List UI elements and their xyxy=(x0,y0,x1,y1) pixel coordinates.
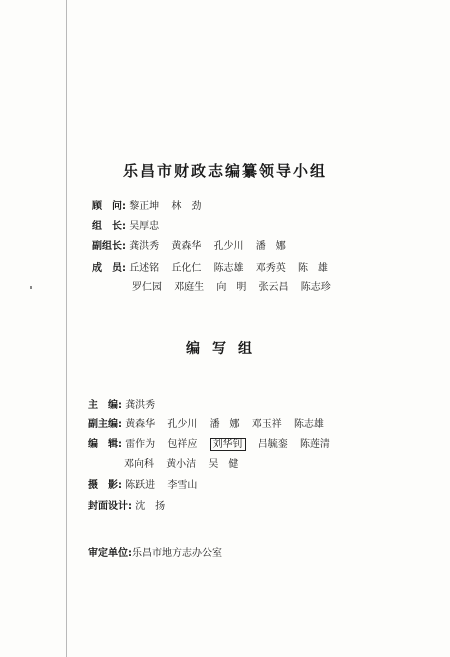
row-label: 摄 影: xyxy=(88,480,122,491)
person-name: 陈莲清 xyxy=(299,439,330,450)
person-name: 吴厚忠 xyxy=(129,221,160,232)
person-name: 龚洪秀 xyxy=(129,241,160,252)
person-name: 陈跃进 xyxy=(125,480,156,491)
person-name: 吴 健 xyxy=(208,459,239,470)
row-label: 成 员: xyxy=(92,263,126,274)
person-name: 丘述铭 xyxy=(129,263,160,274)
row-label: 顾 问: xyxy=(92,201,126,212)
editorial-row-cover-design xyxy=(88,501,174,513)
person-name: 龚洪秀 xyxy=(125,400,156,411)
row-label: 副组长: xyxy=(92,241,126,252)
editorial-row-photography xyxy=(88,480,206,492)
person-name: 雷作为 xyxy=(125,439,156,450)
scan-speck xyxy=(30,286,32,289)
page-spine-line xyxy=(66,0,67,657)
leadership-row-members xyxy=(92,263,337,275)
leadership-row-deputy xyxy=(92,241,295,253)
person-name: 陈志珍 xyxy=(300,282,331,293)
row-label: 组 长: xyxy=(92,221,126,232)
person-name: 邓向科 xyxy=(124,459,154,470)
person-name: 陈志雄 xyxy=(293,419,324,430)
leadership-row-members-continued xyxy=(132,282,340,294)
person-name: 丘化仁 xyxy=(171,263,202,274)
person-name: 包祥应 xyxy=(167,439,198,450)
row-label: 副主编: xyxy=(88,419,122,430)
person-name: 沈 扬 xyxy=(135,501,166,512)
person-name: 黄小洁 xyxy=(166,459,197,470)
person-name: 张云昌 xyxy=(258,282,289,293)
row-label: 主 编: xyxy=(88,400,122,411)
person-name: 潘 娜 xyxy=(209,419,240,430)
person-name: 孔少川 xyxy=(167,419,198,430)
leadership-row-advisor xyxy=(92,201,210,213)
person-name: 邓庭生 xyxy=(174,282,205,293)
person-name: 向 明 xyxy=(216,282,247,293)
person-name: 孔少川 xyxy=(213,241,244,252)
row-label: 编 辑: xyxy=(88,439,122,450)
editorial-row-editors xyxy=(88,439,339,451)
editorial-row-chief-editor xyxy=(88,400,164,412)
person-name: 吕毓銮 xyxy=(257,439,288,450)
person-name: 陈志雄 xyxy=(213,263,244,274)
approval-label: 审定单位: xyxy=(88,548,132,559)
person-name: 黎正坤 xyxy=(129,201,160,212)
person-name-boxed: 刘华钊 xyxy=(210,438,246,451)
person-name: 李雪山 xyxy=(167,480,198,491)
approval-unit: 乐昌市地方志办公室 xyxy=(132,548,222,559)
editorial-row-deputy-editors xyxy=(88,419,333,431)
editorial-row-editors-continued xyxy=(124,459,247,471)
person-name: 邓秀英 xyxy=(255,263,286,274)
person-name: 潘 娜 xyxy=(255,241,286,252)
approval-row xyxy=(88,548,222,560)
person-name: 林 劲 xyxy=(171,201,202,212)
leadership-row-leader xyxy=(92,221,168,233)
person-name: 邓玉祥 xyxy=(251,419,282,430)
person-name: 陈 雄 xyxy=(297,263,328,274)
person-name: 罗仁园 xyxy=(132,282,162,293)
editorial-title: 编写组 xyxy=(186,341,264,357)
person-name: 黄森华 xyxy=(171,241,202,252)
leadership-title: 乐昌市财政志编纂领导小组 xyxy=(122,162,327,180)
row-label: 封面设计: xyxy=(88,501,132,512)
person-name: 黄森华 xyxy=(125,419,156,430)
